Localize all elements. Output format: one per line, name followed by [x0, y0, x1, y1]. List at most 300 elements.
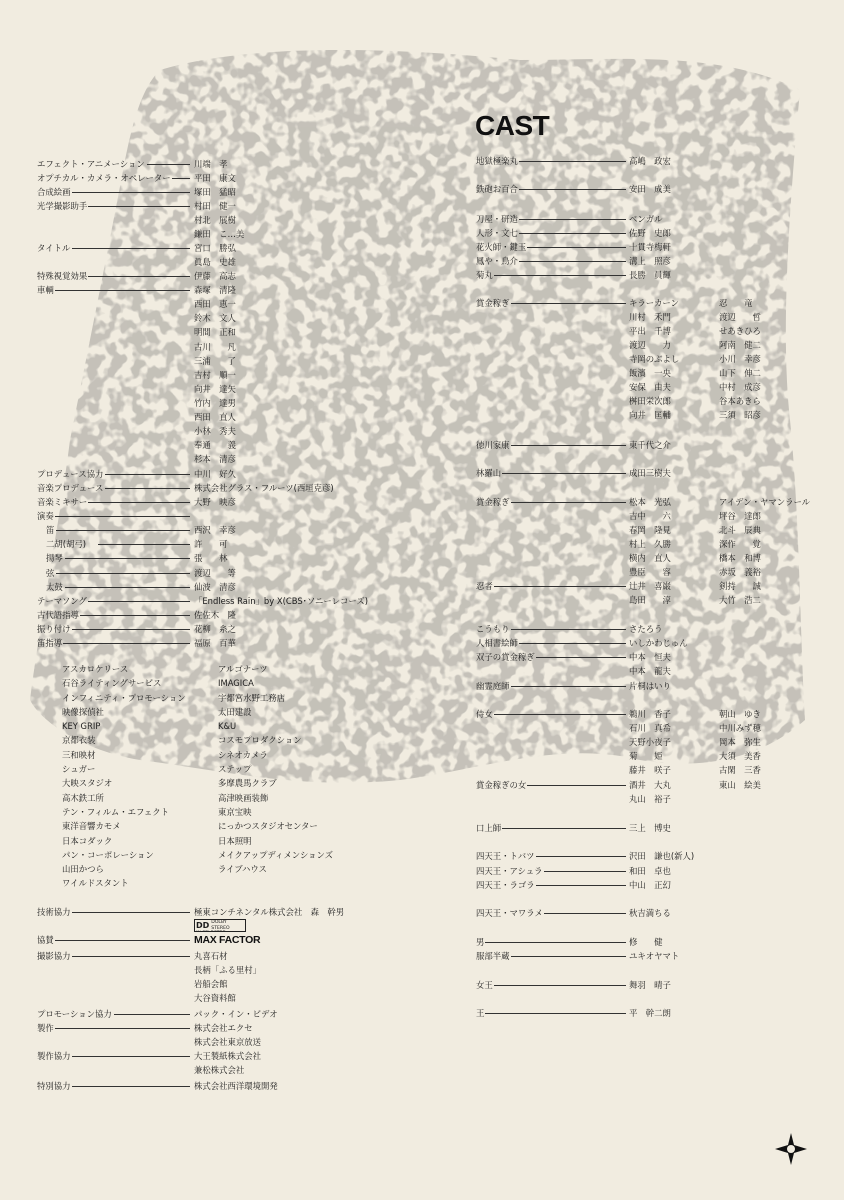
cast-name: 片桐はいり — [629, 681, 671, 691]
cast-role: 女王 — [476, 980, 493, 990]
credit-name: 村北 展樹 — [194, 215, 236, 225]
cast-name: 川村 禾門 — [629, 312, 671, 322]
credit-role: 弦 — [46, 568, 55, 578]
leader-line — [511, 629, 626, 630]
credit-role: 揚琴 — [46, 553, 63, 563]
credit-role: 合成絵画 — [37, 187, 71, 197]
credit-role: 技術協力 — [37, 907, 71, 917]
cast-name: 東千代之介 — [629, 440, 671, 450]
cast-name: 沢田 謙也(新人) — [629, 851, 695, 861]
cast-name: 鵜川 香子 — [629, 709, 671, 719]
dolby-stereo-logo — [194, 919, 246, 932]
cast-role: 人形・文七 — [476, 228, 518, 238]
cast-name: 三上 博史 — [629, 823, 671, 833]
cast-name-secondary: 大須 美香 — [719, 751, 761, 761]
cast-row — [0, 510, 844, 523]
credit-name: 株式会社グラス・フルーツ(西垣克彦) — [194, 483, 334, 493]
credit-name: 西沢 幸彦 — [194, 525, 236, 535]
leader-line — [511, 956, 626, 957]
cast-row — [0, 580, 844, 593]
cast-name-secondary: 朝山 ゆき — [719, 709, 761, 719]
credit-name: 長柄「ふる里村」 — [194, 965, 261, 975]
credit-name: 村田 健一 — [194, 201, 236, 211]
company-name: 石谷ライティングサービス — [62, 678, 162, 689]
cast-name: 安田 成美 — [629, 184, 671, 194]
credit-row — [0, 453, 420, 466]
leader-line — [511, 303, 626, 304]
cast-role: 男 — [476, 937, 485, 947]
cast-name: 舞羽 晴子 — [629, 980, 671, 990]
cast-role: 菊丸 — [476, 270, 493, 280]
leader-line — [527, 247, 626, 248]
credit-name: 明間 正和 — [194, 327, 236, 337]
company-name: コスモプロダクション — [218, 735, 302, 746]
credit-name: 小林 秀夫 — [194, 426, 236, 436]
credit-name: 古川 凡 — [194, 342, 236, 352]
credit-name: 佐佐木 隆 — [194, 610, 236, 620]
cast-row — [0, 566, 844, 579]
credit-name: 川端 孝 — [194, 159, 228, 169]
cast-row — [0, 822, 844, 835]
credit-row — [0, 964, 420, 977]
cast-name: 修 健 — [629, 937, 663, 947]
leader-line — [519, 261, 626, 262]
cast-name: 中本 恒夫 — [629, 652, 671, 662]
company-name: IMAGICA — [218, 678, 254, 689]
credit-role: 協賛 — [37, 935, 54, 945]
cast-name-secondary: 大竹 浩二 — [719, 595, 761, 605]
cast-role: こうもり — [476, 624, 510, 634]
leader-line — [80, 615, 190, 616]
credit-role: 古代語指導 — [37, 610, 79, 620]
credit-row — [0, 1022, 420, 1035]
cast-role: 四天王・トバツ — [476, 851, 535, 861]
company-name: 東洋音響カモメ — [62, 821, 121, 832]
leader-line — [105, 488, 190, 489]
credit-name: 眞島 史雄 — [194, 257, 236, 267]
credit-name: 中川 好久 — [194, 469, 236, 479]
cast-name: 寺岡のぶよし — [629, 354, 680, 364]
cast-row — [0, 524, 844, 537]
credit-name: 吉村 順一 — [194, 370, 236, 380]
credit-role: 特殊視覚効果 — [37, 271, 88, 281]
leader-line — [72, 1086, 190, 1087]
cast-name: 菊 姫 — [629, 751, 663, 761]
dolby-line1: DOLBY STEREO — [211, 920, 230, 931]
cast-row — [0, 213, 844, 226]
cast-name-secondary: アイデン・ヤマンラール — [719, 497, 811, 507]
leader-line — [502, 473, 626, 474]
cast-name: さたろう — [629, 624, 663, 634]
leader-line — [544, 871, 626, 872]
credit-name: 株式会社西洋環境開発 — [194, 1081, 278, 1091]
cast-name-secondary: 阿南 健二 — [719, 340, 761, 350]
credit-role: オプチカル・カメラ・オペレーター — [37, 173, 171, 183]
company-name: ワイルドスタント — [62, 878, 129, 889]
cast-name-secondary: 橋本 和博 — [719, 553, 761, 563]
cast-name-secondary: 三須 昭彦 — [719, 410, 761, 420]
cast-role: 徳川家康 — [476, 440, 510, 450]
company-name: 映像探偵社 — [62, 706, 104, 717]
leader-line — [494, 275, 626, 276]
cast-row — [0, 241, 844, 254]
cast-row — [0, 395, 844, 408]
cast-name: 藤井 咲子 — [629, 765, 671, 775]
cast-name-secondary: 中川みず穂 — [719, 723, 761, 733]
leader-line — [494, 586, 626, 587]
credit-name: 仙波 清彦 — [194, 582, 236, 592]
cast-row — [0, 736, 844, 749]
cast-name: 中本 龍夫 — [629, 666, 671, 676]
leader-line — [519, 643, 626, 644]
credit-name: 鈴木 文人 — [194, 313, 236, 323]
leader-line — [494, 985, 626, 986]
cast-row — [0, 467, 844, 480]
cast-name-secondary: 中村 成彦 — [719, 382, 761, 392]
leader-line — [172, 178, 190, 179]
cast-name-secondary: 東山 絵美 — [719, 780, 761, 790]
credit-name: 森塚 清隆 — [194, 285, 236, 295]
cast-name: 平出 千博 — [629, 326, 671, 336]
leader-line — [88, 206, 190, 207]
cast-role: 幽霊庭師 — [476, 681, 510, 691]
company-name: 三和映材 — [62, 749, 96, 760]
cast-role: 侍女 — [476, 709, 493, 719]
credit-name: 大谷資料館 — [194, 993, 236, 1003]
credit-role: プロモーション協力 — [37, 1009, 112, 1019]
leader-line — [519, 189, 626, 190]
credit-row — [0, 1064, 420, 1077]
company-name: ライブハウス — [218, 864, 267, 875]
credit-name: 鎌田 こ…美 — [194, 229, 245, 239]
credit-name: 西田 恵一 — [194, 299, 236, 309]
credit-name: 大野 映彦 — [194, 497, 236, 507]
cast-name: いしかわじゅん — [629, 638, 688, 648]
cast-row — [0, 907, 844, 920]
credit-name: 杉本 清彦 — [194, 454, 236, 464]
cast-name: 安保 由夫 — [629, 382, 671, 392]
credit-name: 伊藤 高志 — [194, 271, 236, 281]
cast-row — [0, 367, 844, 380]
cast-row — [0, 979, 844, 992]
cast-name: 成田三樹夫 — [629, 468, 671, 478]
leader-line — [72, 1056, 190, 1057]
cast-row — [0, 552, 844, 565]
cast-name: 天野小夜子 — [629, 737, 671, 747]
credit-name: 「Endless Rain」by X(CBS･ソニーレコーズ) — [194, 596, 368, 606]
cast-name: 春岡 隆見 — [629, 525, 671, 535]
credit-role: 演奏 — [37, 511, 54, 521]
cast-row — [0, 764, 844, 777]
cast-role: 口上師 — [476, 823, 502, 833]
credit-row — [0, 992, 420, 1005]
company-name: シネオカメラ — [218, 749, 268, 760]
cast-role: 人相書絵師 — [476, 638, 518, 648]
cast-name: 吉中 六 — [629, 511, 671, 521]
credit-name: 極東コンチネンタル株式会社 森 幹男 — [194, 907, 345, 917]
cast-name: 島田 淳 — [629, 595, 671, 605]
credit-name: 三浦 了 — [194, 356, 236, 366]
credit-name: 岩船会館 — [194, 979, 228, 989]
cast-row — [0, 722, 844, 735]
cast-row — [0, 155, 844, 168]
cast-row — [0, 1007, 844, 1020]
company-name: 東京宝映 — [218, 806, 252, 817]
leader-line — [55, 290, 190, 291]
credit-role: 振り付け — [37, 624, 71, 634]
credit-role: 製作協力 — [37, 1051, 71, 1061]
cast-row — [0, 651, 844, 664]
cast-name-secondary: 古閑 三香 — [719, 765, 761, 775]
credit-row — [0, 1036, 420, 1049]
cast-name: ベンガル — [629, 214, 663, 224]
cast-name: 石川 真希 — [629, 723, 671, 733]
leader-line — [494, 714, 626, 715]
cast-role: 四天王・ラゴラ — [476, 880, 535, 890]
cast-role: 服部半蔵 — [476, 951, 510, 961]
cast-row — [0, 183, 844, 196]
leader-line — [485, 942, 626, 943]
cast-name: 辻井 喜巌 — [629, 581, 671, 591]
credit-role: 音楽ミキサー — [37, 497, 88, 507]
leader-line — [519, 161, 626, 162]
credit-name: 張 林 — [194, 553, 228, 563]
cast-row — [0, 637, 844, 650]
cast-role: 林羅山 — [476, 468, 502, 478]
leader-line — [536, 856, 626, 857]
cast-heading: CAST — [475, 110, 550, 141]
cast-name: 松本 光弘 — [629, 497, 671, 507]
credit-role: 製作 — [37, 1023, 54, 1033]
credit-name: 竹内 達男 — [194, 398, 236, 408]
cast-name: 酒井 大丸 — [629, 780, 671, 790]
cast-name: 溝上 照彦 — [629, 256, 671, 266]
cast-name-secondary: 深作 覚 — [719, 539, 761, 549]
cast-row — [0, 538, 844, 551]
cast-name-secondary: 忍 竜 — [719, 298, 753, 308]
credit-role: タイトル — [37, 243, 71, 253]
dolby-line2 — [196, 931, 244, 932]
leader-line — [544, 913, 626, 914]
company-name: K&U — [218, 721, 237, 732]
credit-row — [0, 284, 420, 297]
credit-role: 太鼓 — [46, 582, 63, 592]
cast-name-secondary: 小川 幸彦 — [719, 354, 761, 364]
credit-role: 二胡(胡弓) — [46, 539, 87, 549]
dolby-dd-mark: DD — [196, 921, 210, 930]
cast-row — [0, 353, 844, 366]
cast-row — [0, 409, 844, 422]
cast-row — [0, 381, 844, 394]
company-name: インフィニティ・プロモーション — [62, 692, 186, 703]
credit-name: パック・イン・ビデオ — [194, 1009, 278, 1019]
cast-row — [0, 750, 844, 763]
cast-name: 横内 直人 — [629, 553, 671, 563]
credit-role: 特別協力 — [37, 1081, 71, 1091]
cast-row — [0, 865, 844, 878]
leader-line — [536, 885, 626, 886]
credit-role: 笛指導 — [37, 638, 63, 648]
cast-row — [0, 623, 844, 636]
company-name: パン・コーポレーション — [62, 849, 154, 860]
cast-row — [0, 269, 844, 282]
cast-name: 高嶋 政宏 — [629, 156, 671, 166]
cast-name: 向井 匡輔 — [629, 410, 671, 420]
cast-row — [0, 594, 844, 607]
cast-row — [0, 879, 844, 892]
cast-row — [0, 950, 844, 963]
cast-name: 桝田栄次郎 — [629, 396, 671, 406]
cast-row — [0, 936, 844, 949]
credit-name: 兼松株式会社 — [194, 1065, 245, 1075]
credit-role: テーマソング — [37, 596, 87, 606]
cast-name: 豊臣 容 — [629, 567, 671, 577]
company-name: シュガー — [62, 764, 96, 775]
cast-name: 平 幹二朗 — [629, 1008, 671, 1018]
leader-line — [511, 445, 626, 446]
credit-name: 渡辺 等 — [194, 568, 236, 578]
cast-name-secondary: 剣持 誠 — [719, 581, 761, 591]
credit-role: エフェクト・アニメーション — [37, 159, 145, 169]
company-name: 日本コダック — [62, 835, 113, 846]
cast-name: 丸山 裕子 — [629, 794, 671, 804]
credit-name: 宮口 勝弘 — [194, 243, 236, 253]
cast-role: 王 — [476, 1008, 485, 1018]
cast-row — [0, 311, 844, 324]
cast-name: 和田 卓也 — [629, 866, 671, 876]
credit-role: 音楽プロデュース — [37, 483, 104, 493]
credit-name: 株式会社東京放送 — [194, 1037, 261, 1047]
leader-line — [519, 219, 626, 220]
cast-name-secondary: せあきひろ — [719, 326, 761, 336]
cast-name-secondary: 赤坂 義裕 — [719, 567, 761, 577]
cast-name: ユキオヤマト — [629, 951, 680, 961]
company-name: 宇都宮水野工務店 — [218, 692, 285, 703]
company-name: 京都衣装 — [62, 735, 96, 746]
max-factor-logo: MAX FACTOR — [194, 934, 261, 946]
credit-row — [0, 1080, 420, 1093]
cast-name: 長勝 員輝 — [629, 270, 671, 280]
cast-role: 花火師・鍵玉 — [476, 242, 527, 252]
leader-line — [485, 1013, 626, 1014]
cast-name-secondary: 坪谷 達郎 — [719, 511, 761, 521]
credit-row — [0, 1050, 420, 1063]
company-name: 山田かつら — [62, 864, 104, 875]
leader-line — [55, 1028, 190, 1029]
cast-name: 飯濱 一央 — [629, 368, 671, 378]
cast-name: 佐野 史郎 — [629, 228, 671, 238]
cast-role: 四天王・アシュラ — [476, 866, 543, 876]
cast-row — [0, 325, 844, 338]
cast-role: 賞金稼ぎ — [476, 497, 510, 507]
credit-name: 許 可 — [194, 539, 228, 549]
cast-row — [0, 255, 844, 268]
cast-name: 渡辺 力 — [629, 340, 671, 350]
cast-name-secondary: 北斗 辰典 — [719, 525, 761, 535]
cast-row — [0, 680, 844, 693]
credit-name: 福原 百華 — [194, 638, 236, 648]
credit-name: 向井 達矢 — [194, 384, 236, 394]
cast-role: 賞金稼ぎ — [476, 298, 510, 308]
cast-name: 村上 久勝 — [629, 539, 671, 549]
credit-row — [0, 482, 420, 495]
cast-role: 双子の賞金稼ぎ — [476, 652, 535, 662]
cast-name-secondary: 岡本 弥生 — [719, 737, 761, 747]
credit-name: 株式会社エクセ — [194, 1023, 253, 1033]
company-name: 日本照明 — [218, 835, 252, 846]
cast-name-secondary: 渡辺 哲 — [719, 312, 761, 322]
credit-row — [0, 609, 420, 622]
cast-role: 鳳や・鳥介 — [476, 256, 518, 266]
cast-row — [0, 339, 844, 352]
cast-row — [0, 297, 844, 310]
company-name: KEY GRIP — [62, 721, 101, 732]
cast-row — [0, 779, 844, 792]
leader-line — [519, 233, 626, 234]
leader-line — [511, 502, 626, 503]
cast-row — [0, 708, 844, 721]
company-name: 高津映画装飾 — [218, 792, 269, 803]
credit-row — [0, 200, 420, 213]
cast-role: 四天王・マワラメ — [476, 908, 543, 918]
leader-line — [511, 686, 626, 687]
cast-role: 賞金稼ぎの女 — [476, 780, 527, 790]
credit-name: 大王製紙株式会社 — [194, 1051, 261, 1061]
cast-row — [0, 439, 844, 452]
company-name: 大映スタジオ — [62, 778, 113, 789]
cast-name-secondary: 谷本あきら — [719, 396, 761, 406]
company-name: テン・フィルム・エフェクト — [62, 806, 170, 817]
credit-name: 花柳 糸之 — [194, 624, 236, 634]
credit-row — [0, 425, 420, 438]
cast-name: 秋吉満ちる — [629, 908, 671, 918]
cast-name: 十貫寺梅軒 — [629, 242, 671, 252]
credit-name: 西田 直人 — [194, 412, 236, 422]
credit-name: 塚田 猛昭 — [194, 187, 236, 197]
company-name: アルゴナーツ — [218, 664, 268, 674]
company-name: 多摩農馬クラブ — [218, 778, 277, 789]
cast-row — [0, 793, 844, 806]
cast-row — [0, 227, 844, 240]
cast-name: キラーカーン — [629, 298, 679, 308]
cast-role: 鉄砲お百合 — [476, 184, 518, 194]
credit-role: 光学撮影助手 — [37, 201, 88, 211]
cast-row — [0, 665, 844, 678]
cast-row — [0, 496, 844, 509]
cast-role: 刀屋・研造 — [476, 214, 518, 224]
star-logo-icon — [775, 1133, 807, 1165]
leader-line — [502, 828, 626, 829]
cast-row — [0, 850, 844, 863]
company-name: ステップ — [218, 764, 252, 775]
cast-role: 忍者 — [476, 581, 493, 591]
credit-name: 平田 康文 — [194, 173, 236, 183]
company-name: メイクアップディメンションズ — [218, 849, 334, 860]
credit-role: プロデュース協力 — [37, 469, 104, 479]
cast-role: 地獄極楽丸 — [476, 156, 518, 166]
company-name: 太田建設 — [218, 706, 252, 717]
company-name: 高木鉄工所 — [62, 792, 104, 803]
credit-name: 丸喜石材 — [194, 951, 228, 961]
cast-name: 中山 正幻 — [629, 880, 671, 890]
credit-name: 奉通 義 — [194, 440, 236, 450]
leader-line — [527, 785, 626, 786]
company-name: にっかつスタジオセンター — [218, 821, 318, 832]
credit-role: 撮影協力 — [37, 951, 71, 961]
cast-name-secondary: 山下 伸二 — [719, 368, 761, 378]
credit-role: 車輌 — [37, 285, 54, 295]
company-name: アスカロケリース — [62, 664, 129, 674]
